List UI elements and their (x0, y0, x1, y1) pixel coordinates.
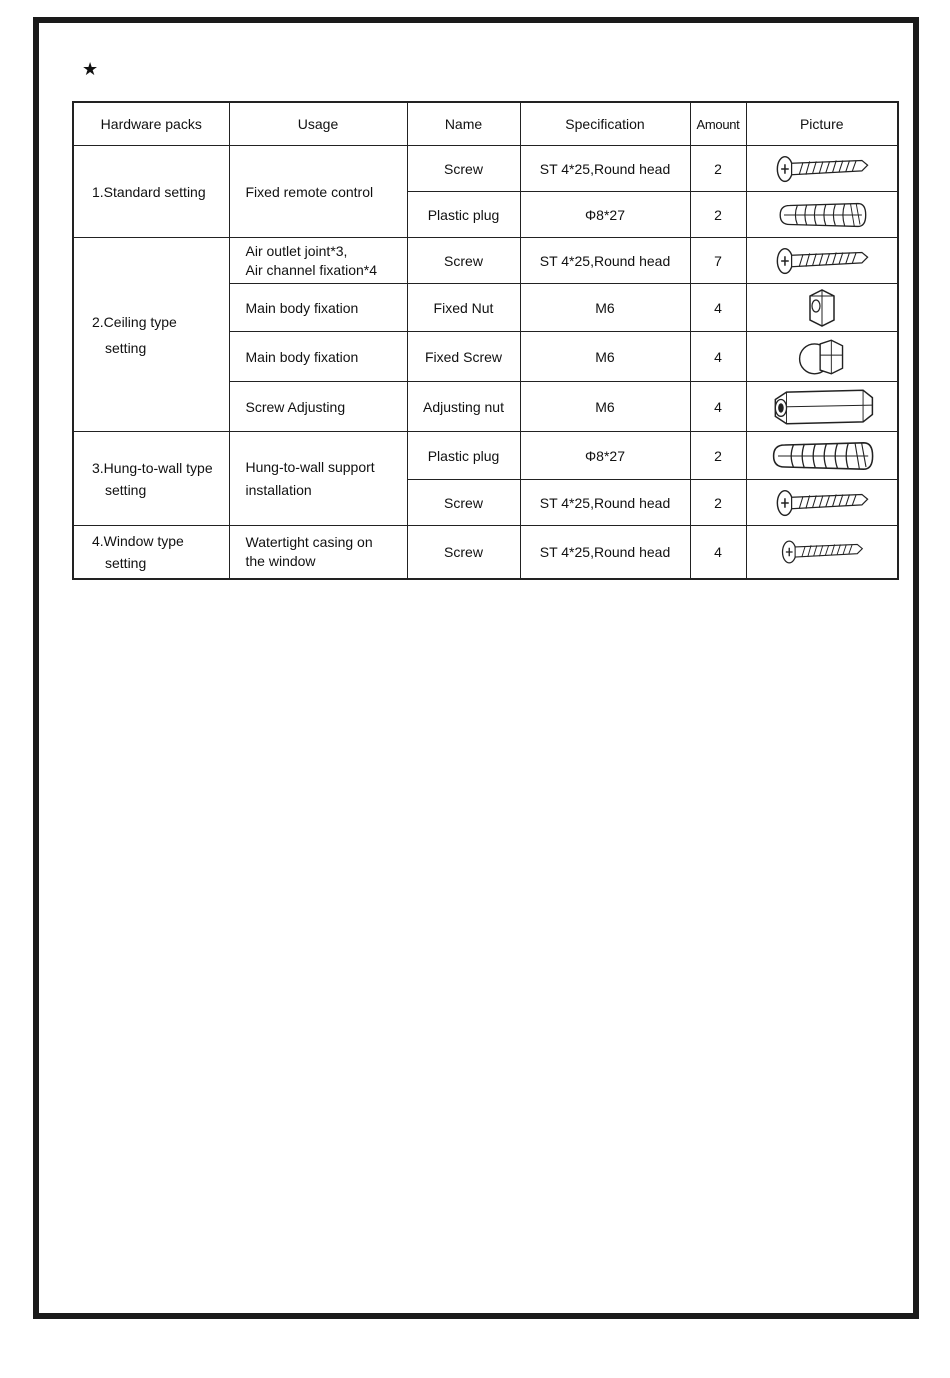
screw-icon (774, 484, 870, 522)
page-frame (33, 17, 919, 1319)
usage-line: the window (245, 552, 316, 569)
usage-line: Air outlet joint*3, (245, 242, 348, 259)
usage-cell: Main body fixation (229, 332, 407, 382)
usage-line: Air channel fixation*4 (245, 261, 378, 278)
usage-line: Hung-to-wall support (245, 458, 375, 475)
screw-icon (780, 535, 864, 569)
amount-cell: 4 (690, 382, 746, 432)
name-cell: Fixed Screw (407, 332, 520, 382)
name-cell: Plastic plug (407, 432, 520, 480)
star-bullet: ★ (82, 59, 99, 80)
amount-cell: 2 (690, 146, 746, 192)
usage-cell: Fixed remote control (229, 146, 407, 238)
screw-icon (774, 150, 870, 188)
coupling-nut-icon (766, 385, 878, 429)
cap-nut-icon (794, 335, 850, 379)
pack-label-line2: setting (105, 481, 147, 498)
table-row (73, 432, 898, 480)
picture-cell (746, 526, 898, 579)
name-cell: Adjusting nut (407, 382, 520, 432)
table-row (73, 526, 898, 579)
spec-cell: M6 (520, 332, 690, 382)
header-usage: Usage (229, 102, 407, 146)
pack-label-line2: setting (105, 339, 147, 356)
picture-cell (746, 192, 898, 238)
pack-cell (73, 432, 229, 526)
picture-cell (746, 382, 898, 432)
spec-cell: M6 (520, 382, 690, 432)
usage-line: Watertight casing on (245, 533, 373, 550)
spec-cell: Φ8*27 (520, 432, 690, 480)
spec-cell: ST 4*25,Round head (520, 238, 690, 284)
header-amount: Amount (690, 102, 746, 146)
amount-cell: 4 (690, 284, 746, 332)
pack-label: 3.Hung-to-wall type (92, 459, 213, 476)
pack-label: 4.Window type (92, 532, 184, 549)
usage-cell: Screw Adjusting (229, 382, 407, 432)
table-header-row (73, 102, 898, 146)
amount-cell: 2 (690, 480, 746, 526)
amount-cell: 4 (690, 526, 746, 579)
amount-cell: 7 (690, 238, 746, 284)
picture-cell (746, 480, 898, 526)
amount-cell: 4 (690, 332, 746, 382)
usage-cell: Main body fixation (229, 284, 407, 332)
table-row (73, 146, 898, 192)
name-cell: Fixed Nut (407, 284, 520, 332)
hardware-table (72, 101, 899, 580)
picture-cell (746, 432, 898, 480)
picture-cell (746, 146, 898, 192)
plastic-plug-icon (772, 196, 872, 234)
spec-cell: ST 4*25,Round head (520, 526, 690, 579)
amount-cell: 2 (690, 192, 746, 238)
plastic-plug-icon (762, 434, 882, 478)
screw-icon (774, 242, 870, 280)
header-hardware-packs: Hardware packs (73, 102, 229, 146)
amount-cell: 2 (690, 432, 746, 480)
picture-cell (746, 238, 898, 284)
pack-label-line2: setting (105, 554, 147, 571)
name-cell: Screw (407, 526, 520, 579)
spec-cell: ST 4*25,Round head (520, 480, 690, 526)
name-cell: Screw (407, 480, 520, 526)
pack-cell (73, 526, 229, 579)
header-name: Name (407, 102, 520, 146)
name-cell: Plastic plug (407, 192, 520, 238)
table-row (73, 238, 898, 284)
pack-label: 2.Ceiling type (92, 313, 177, 330)
hex-nut-icon (802, 286, 842, 330)
header-specification: Specification (520, 102, 690, 146)
pack-cell (73, 238, 229, 432)
picture-cell (746, 332, 898, 382)
name-cell: Screw (407, 146, 520, 192)
usage-cell (229, 526, 407, 579)
spec-cell: ST 4*25,Round head (520, 146, 690, 192)
spec-cell: Φ8*27 (520, 192, 690, 238)
usage-cell (229, 238, 407, 284)
picture-cell (746, 284, 898, 332)
name-cell: Screw (407, 238, 520, 284)
pack-label: 1.Standard setting (92, 183, 206, 200)
header-picture: Picture (746, 102, 898, 146)
pack-cell (73, 146, 229, 238)
spec-cell: M6 (520, 284, 690, 332)
usage-cell (229, 432, 407, 526)
usage-line: installation (245, 481, 312, 498)
